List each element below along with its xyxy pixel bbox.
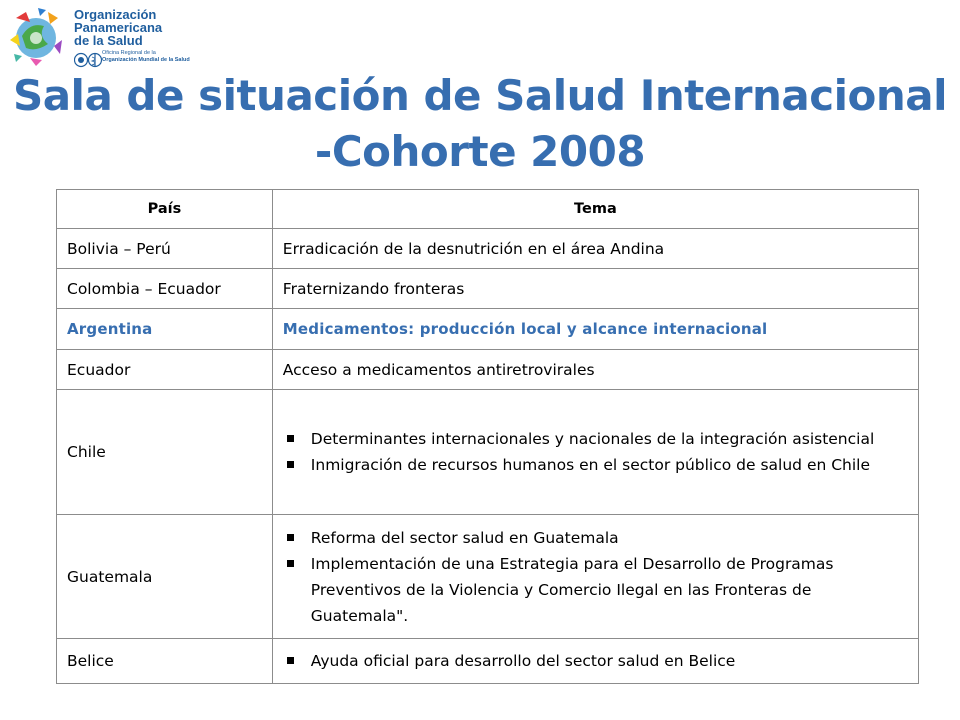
logo-subtitle bbox=[102, 50, 222, 64]
topic-list-item: Implementación de una Estrategia para el Desarrollo de Programas Preventivos de la Violencia y Comercio Ilegal en las Fronteras de Guatemala". bbox=[311, 551, 908, 629]
slide-title bbox=[0, 68, 960, 180]
topic-cell bbox=[272, 639, 918, 684]
logo-line: Organización bbox=[74, 7, 157, 22]
topic-list-item: Reforma del sector salud en Guatemala bbox=[311, 525, 908, 551]
country-cell: Bolivia – Perú bbox=[57, 229, 273, 269]
topic-list bbox=[283, 420, 908, 484]
slide-title-line-2: -Cohorte 2008 bbox=[314, 127, 646, 176]
topic-cell: Medicamentos: producción local y alcance internacional bbox=[272, 309, 918, 350]
topic-cell bbox=[272, 390, 918, 515]
logo-sub-line: Oficina Regional de la bbox=[102, 50, 156, 56]
country-cell: Ecuador bbox=[57, 350, 273, 390]
table-header-row bbox=[57, 190, 919, 229]
header-topic: Tema bbox=[272, 190, 918, 229]
topic-list-item: Determinantes internacionales y nacionales de la integración asistencial bbox=[311, 426, 908, 452]
logo-line: de la Salud bbox=[74, 33, 143, 48]
table-row bbox=[57, 269, 919, 309]
country-cell: Guatemala bbox=[57, 515, 273, 639]
table-row bbox=[57, 515, 919, 639]
topic-list bbox=[283, 519, 908, 635]
logo-wordmark bbox=[74, 8, 214, 47]
logo-line: Panamericana bbox=[74, 20, 163, 35]
country-cell: Chile bbox=[57, 390, 273, 515]
topic-cell: Fraternizando fronteras bbox=[272, 269, 918, 309]
topic-cell: Acceso a medicamentos antiretrovirales bbox=[272, 350, 918, 390]
country-cell: Belice bbox=[57, 639, 273, 684]
table-row bbox=[57, 639, 919, 684]
topic-list bbox=[283, 648, 908, 674]
topic-list-item: Ayuda oficial para desarrollo del sector salud en Belice bbox=[311, 648, 908, 674]
country-cell: Colombia – Ecuador bbox=[57, 269, 273, 309]
logo-sub-line: Organización Mundial de la Salud bbox=[102, 57, 190, 63]
table-row bbox=[57, 390, 919, 515]
colorful-globe-emblem-icon bbox=[8, 6, 64, 66]
table-row bbox=[57, 229, 919, 269]
table-row bbox=[57, 350, 919, 390]
topic-cell: Erradicación de la desnutrición en el área Andina bbox=[272, 229, 918, 269]
topics-table bbox=[56, 189, 919, 684]
paho-logo bbox=[8, 6, 208, 76]
country-cell: Argentina bbox=[57, 309, 273, 350]
paho-who-emblems-icon bbox=[74, 52, 102, 68]
topic-cell bbox=[272, 515, 918, 639]
topic-list-item: Inmigración de recursos humanos en el sector público de salud en Chile bbox=[311, 452, 908, 478]
header-country: País bbox=[57, 190, 273, 229]
table-row-highlighted bbox=[57, 309, 919, 350]
slide-title-line-1: Sala de situación de Salud Internacional bbox=[12, 71, 948, 120]
